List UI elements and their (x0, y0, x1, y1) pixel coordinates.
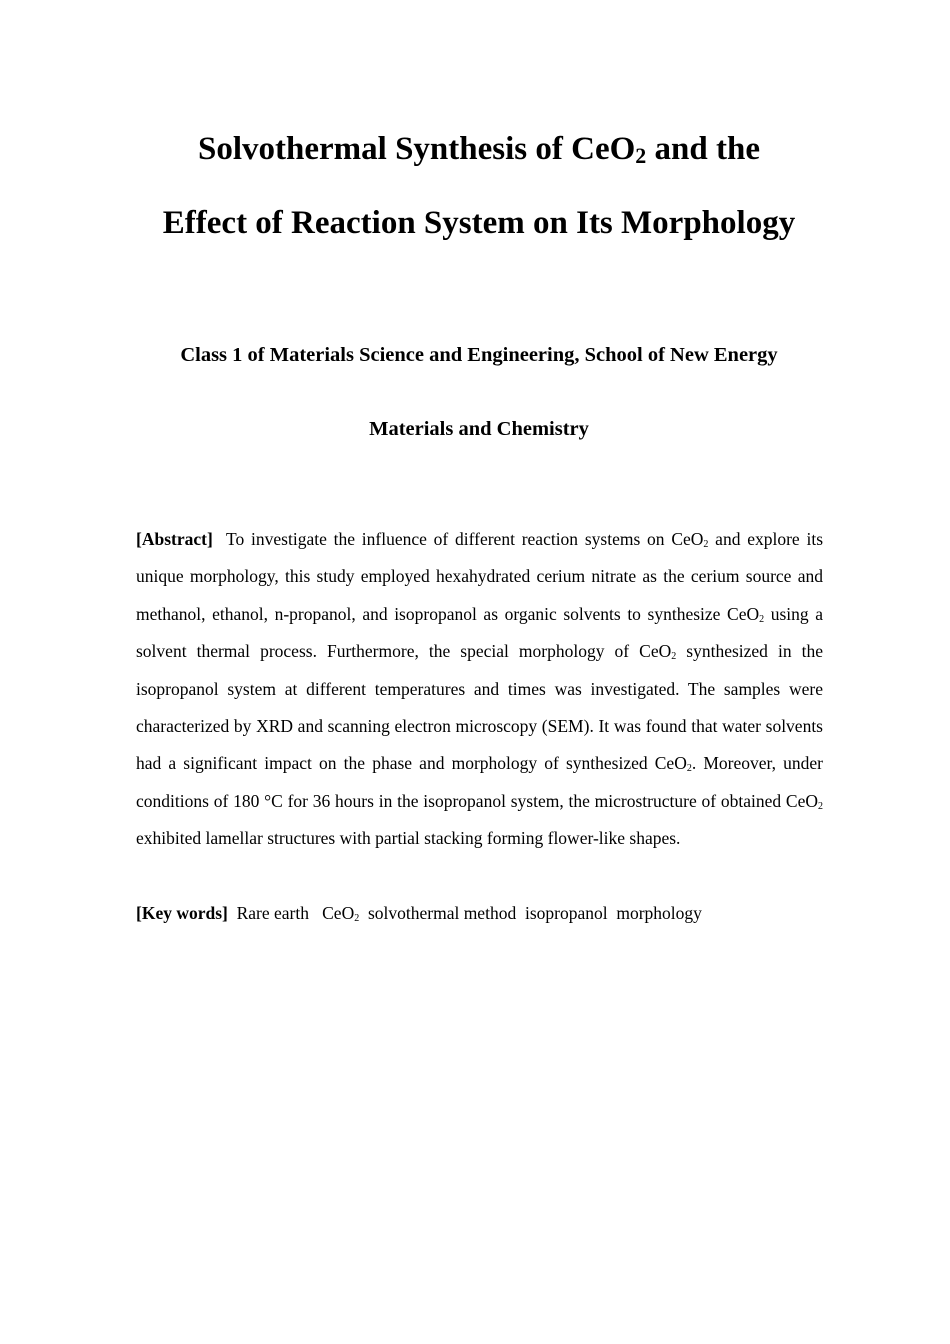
keyword: isopropanol (524, 903, 608, 923)
abstract-text: . Moreover, under conditions of 180 °C for 36 hours in the isopropanol system, the microstructure of obtained CeO (136, 753, 823, 811)
keywords-label: [Key words] (136, 903, 228, 923)
subscript: 2 (818, 800, 823, 812)
subscript: 2 (354, 913, 360, 924)
keyword: morphology (616, 903, 702, 923)
subscript: 2 (671, 651, 677, 663)
author-affiliation (100, 318, 858, 466)
title-line1-end: and the (646, 131, 760, 167)
abstract-text: using a solvent thermal process. Furthermore, the special morphology of CeO (136, 603, 823, 662)
abstract-text: exhibited lamellar structures with partial stacking forming flower-like shapes. (136, 828, 681, 849)
affiliation-line2: Materials and Chemistry (369, 418, 589, 440)
subscript: 2 (686, 763, 692, 775)
abstract-text: and explore its unique morphology, this study employed hexahydrated cerium nitrate as the cerium source and methanol, ethanol, n-propanol, and isopropanol as organic solvents to synthesize CeO (136, 529, 824, 624)
subscript: 2 (759, 613, 765, 625)
abstract-label: [Abstract] (136, 529, 213, 549)
paper-title (100, 112, 858, 260)
keywords-line (136, 898, 823, 928)
title-line2: Effect of Reaction System on Its Morphology (162, 205, 796, 241)
keyword: Rare earth (236, 903, 309, 923)
affiliation-line1: Class 1 of Materials Science and Engineering, School of New Energy (180, 344, 778, 366)
abstract-text: synthesized in the isopropanol system at different temperatures and times was investigated. The samples were characterized by XRD and scanning electron microscopy (SEM). It was found that water solvents had a significant impact on the phase and morphology of synthesized CeO (136, 641, 824, 774)
title-subscript: 2 (635, 143, 647, 168)
title-line1-text: Solvothermal Synthesis of CeO (198, 131, 636, 167)
abstract-paragraph (136, 521, 823, 858)
keyword: solvothermal method (367, 903, 517, 923)
abstract-text: To investigate the influence of different reaction systems on CeO (226, 529, 704, 549)
subscript: 2 (703, 539, 709, 550)
keyword: CeO (322, 903, 355, 923)
